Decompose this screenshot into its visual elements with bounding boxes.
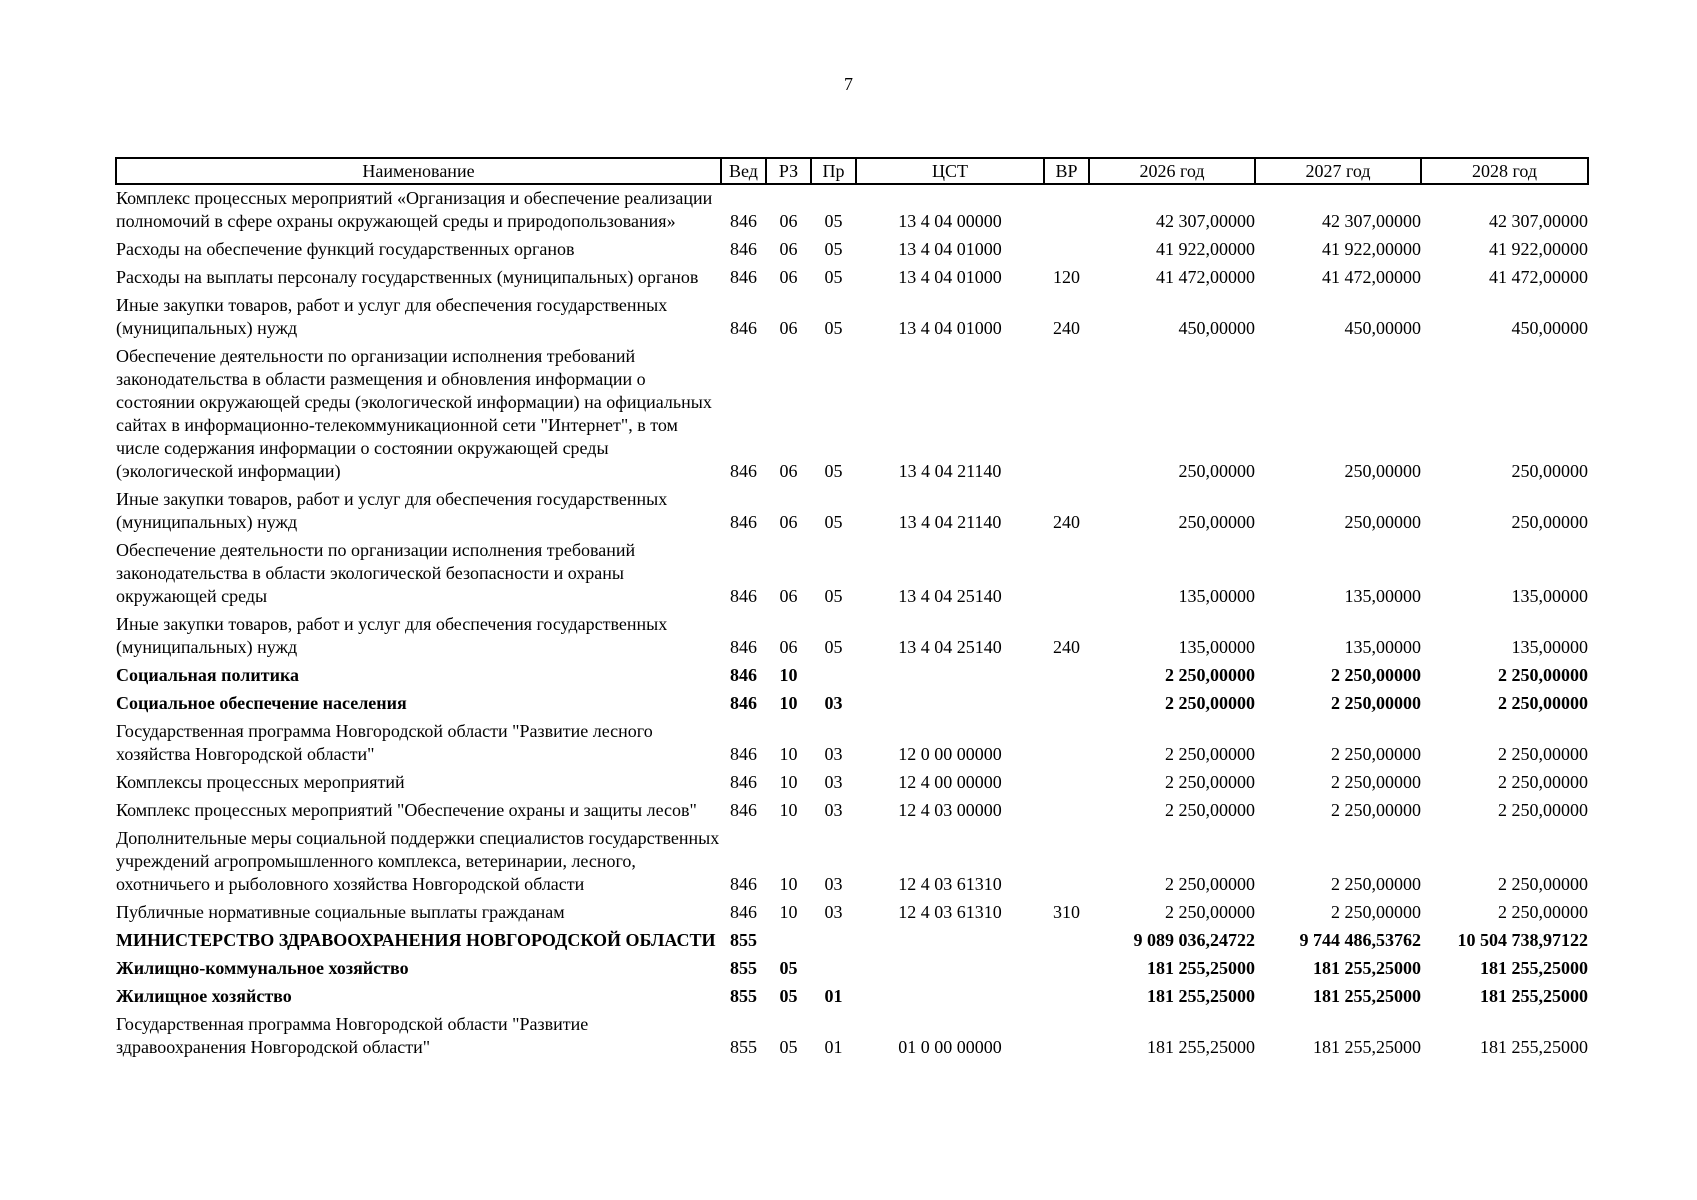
- cell-2027: 250,00000: [1344, 512, 1421, 532]
- table-row: [116, 718, 1588, 769]
- table-row: [116, 236, 1588, 264]
- cell-name: Обеспечение деятельности по организации исполнения требований законодательства в области экологической безопасности и охраны окружающей среды: [116, 540, 636, 606]
- cell-cst: 13 4 04 21140: [898, 512, 1002, 532]
- cell-cst: [856, 690, 1044, 718]
- table-row: [116, 537, 1588, 611]
- cell-2028: 2 250,00000: [1498, 902, 1588, 922]
- cell-2026: 2 250,00000: [1165, 800, 1255, 820]
- cell-cst: 12 4 03 61310: [898, 902, 1002, 922]
- cell-pr: 05: [824, 267, 843, 287]
- cell-2027: 2 250,00000: [1331, 874, 1421, 894]
- cell-2026: 181 255,25000: [1147, 1037, 1255, 1057]
- cell-2026: 2 250,00000: [1165, 665, 1255, 685]
- cell-ved: 855: [730, 1037, 757, 1057]
- cell-2026: 9 089 036,24722: [1133, 930, 1255, 950]
- cell-vr: 240: [1053, 318, 1080, 338]
- table-row: [116, 343, 1588, 486]
- cell-cst: 13 4 04 01000: [898, 239, 1002, 259]
- cell-2028: 2 250,00000: [1498, 772, 1588, 792]
- cell-pr: 03: [824, 902, 843, 922]
- cell-name: Государственная программа Новгородской области "Развитие лесного хозяйства Новгородской области": [116, 721, 653, 764]
- page-number: 7: [844, 74, 853, 94]
- table-row: [116, 184, 1588, 236]
- cell-cst: 12 4 00 00000: [898, 772, 1002, 792]
- cell-rz: 10: [779, 902, 798, 922]
- cell-vr: [1044, 184, 1089, 236]
- cell-pr: 03: [824, 800, 843, 820]
- cell-pr: 03: [824, 744, 843, 764]
- cell-ved: 846: [730, 239, 757, 259]
- cell-name: Комплекс процессных мероприятий «Организация и обеспечение реализации полномочий в сфере охраны окружающей среды и природопользования»: [116, 188, 713, 231]
- cell-name: Иные закупки товаров, работ и услуг для обеспечения государственных (муниципальных) нужд: [116, 614, 668, 657]
- cell-pr: [811, 927, 856, 955]
- cell-vr: [1044, 1011, 1089, 1062]
- table-row: [116, 611, 1588, 662]
- cell-rz: 10: [779, 665, 798, 685]
- cell-2027: 135,00000: [1344, 637, 1421, 657]
- cell-2028: 181 255,25000: [1480, 1037, 1588, 1057]
- cell-ved: 846: [730, 772, 757, 792]
- cell-cst: 13 4 04 25140: [898, 586, 1002, 606]
- cell-ved: 846: [730, 637, 757, 657]
- cell-cst: 13 4 04 00000: [898, 211, 1002, 231]
- cell-ved: 855: [730, 930, 757, 950]
- cell-2028: 42 307,00000: [1489, 211, 1588, 231]
- table-row: [116, 899, 1588, 927]
- table-row: [116, 292, 1588, 343]
- cell-2026: 250,00000: [1178, 512, 1255, 532]
- cell-name: Государственная программа Новгородской области "Развитие здравоохранения Новгородской области": [116, 1014, 589, 1057]
- cell-rz: 05: [779, 986, 798, 1006]
- cell-rz: 06: [779, 267, 798, 287]
- cell-vr: [1044, 537, 1089, 611]
- cell-name: Жилищное хозяйство: [116, 986, 292, 1006]
- cell-vr: 310: [1053, 902, 1080, 922]
- table-row: [116, 264, 1588, 292]
- cell-2027: 9 744 486,53762: [1299, 930, 1421, 950]
- cell-rz: 05: [779, 1037, 798, 1057]
- cell-rz: 06: [779, 211, 798, 231]
- cell-rz: 06: [779, 586, 798, 606]
- cell-pr: [811, 955, 856, 983]
- cell-name: Публичные нормативные социальные выплаты гражданам: [116, 902, 565, 922]
- cell-2026: 2 250,00000: [1165, 693, 1255, 713]
- cell-rz: [766, 927, 811, 955]
- cell-2028: 2 250,00000: [1498, 874, 1588, 894]
- cell-ved: 846: [730, 902, 757, 922]
- header-cst: ЦСТ: [856, 158, 1044, 184]
- cell-rz: 06: [779, 512, 798, 532]
- table-row: [116, 825, 1588, 899]
- cell-cst: 13 4 04 21140: [898, 461, 1002, 481]
- cell-pr: 05: [824, 211, 843, 231]
- table-row: [116, 690, 1588, 718]
- cell-2026: 42 307,00000: [1156, 211, 1255, 231]
- cell-cst: 12 4 03 61310: [898, 874, 1002, 894]
- cell-pr: 05: [824, 586, 843, 606]
- cell-pr: 05: [824, 637, 843, 657]
- header-2026: 2026 год: [1089, 158, 1255, 184]
- cell-ved: 846: [730, 693, 757, 713]
- cell-vr: 240: [1053, 637, 1080, 657]
- cell-ved: 846: [730, 586, 757, 606]
- cell-pr: 01: [824, 986, 843, 1006]
- cell-rz: 06: [779, 461, 798, 481]
- cell-ved: 846: [730, 318, 757, 338]
- cell-name: Иные закупки товаров, работ и услуг для обеспечения государственных (муниципальных) нужд: [116, 295, 668, 338]
- cell-rz: 10: [779, 772, 798, 792]
- cell-vr: 120: [1053, 267, 1080, 287]
- header-rz: РЗ: [766, 158, 811, 184]
- cell-vr: [1044, 797, 1089, 825]
- cell-ved: 846: [730, 874, 757, 894]
- cell-2028: 2 250,00000: [1498, 744, 1588, 764]
- cell-2027: 2 250,00000: [1331, 693, 1421, 713]
- header-2028: 2028 год: [1421, 158, 1588, 184]
- cell-pr: 03: [824, 874, 843, 894]
- cell-pr: 05: [824, 461, 843, 481]
- cell-2027: 2 250,00000: [1331, 800, 1421, 820]
- cell-cst: [856, 927, 1044, 955]
- cell-rz: 06: [779, 318, 798, 338]
- cell-ved: 846: [730, 665, 757, 685]
- cell-2026: 135,00000: [1178, 637, 1255, 657]
- table-row: [116, 927, 1588, 955]
- cell-2026: 135,00000: [1178, 586, 1255, 606]
- cell-vr: [1044, 236, 1089, 264]
- cell-2027: 181 255,25000: [1313, 986, 1421, 1006]
- cell-2027: 2 250,00000: [1331, 744, 1421, 764]
- cell-2028: 135,00000: [1511, 637, 1588, 657]
- table-row: [116, 983, 1588, 1011]
- table-row: [116, 486, 1588, 537]
- cell-2026: 41 922,00000: [1156, 239, 1255, 259]
- cell-cst: 13 4 04 01000: [898, 267, 1002, 287]
- cell-ved: 855: [730, 986, 757, 1006]
- cell-name: Расходы на обеспечение функций государственных органов: [116, 239, 575, 259]
- cell-2028: 181 255,25000: [1480, 986, 1588, 1006]
- cell-vr: [1044, 662, 1089, 690]
- cell-2028: 41 472,00000: [1489, 267, 1588, 287]
- cell-name: Иные закупки товаров, работ и услуг для обеспечения государственных (муниципальных) нужд: [116, 489, 668, 532]
- table-body: [116, 184, 1588, 1062]
- cell-ved: 855: [730, 958, 757, 978]
- cell-rz: 10: [779, 744, 798, 764]
- cell-pr: 05: [824, 239, 843, 259]
- cell-2027: 41 472,00000: [1322, 267, 1421, 287]
- cell-2026: 450,00000: [1178, 318, 1255, 338]
- cell-2026: 2 250,00000: [1165, 744, 1255, 764]
- table-row: [116, 1011, 1588, 1062]
- cell-vr: [1044, 718, 1089, 769]
- cell-2026: 181 255,25000: [1147, 958, 1255, 978]
- cell-name: Комплексы процессных мероприятий: [116, 772, 405, 792]
- cell-2028: 2 250,00000: [1498, 800, 1588, 820]
- cell-vr: [1044, 343, 1089, 486]
- cell-ved: 846: [730, 512, 757, 532]
- table-row: [116, 955, 1588, 983]
- cell-name: МИНИСТЕРСТВО ЗДРАВООХРАНЕНИЯ НОВГОРОДСКОЙ ОБЛАСТИ: [116, 930, 716, 950]
- cell-name: Обеспечение деятельности по организации исполнения требований законодательства в области размещения и обновления информации о состоянии окружающей среды (экологической информации) на официальных сайтах в информационно-телекоммуникационной сети "Интернет", в том числе содержания информации о состоянии окружающей среды (экологической информации): [116, 346, 712, 481]
- cell-ved: 846: [730, 744, 757, 764]
- cell-pr: [811, 662, 856, 690]
- cell-2027: 41 922,00000: [1322, 239, 1421, 259]
- cell-2026: 250,00000: [1178, 461, 1255, 481]
- cell-2028: 135,00000: [1511, 586, 1588, 606]
- cell-cst: 12 0 00 00000: [898, 744, 1002, 764]
- cell-vr: [1044, 955, 1089, 983]
- table-row: [116, 662, 1588, 690]
- cell-2027: 181 255,25000: [1313, 958, 1421, 978]
- cell-rz: 10: [779, 800, 798, 820]
- cell-rz: 05: [779, 958, 798, 978]
- cell-2027: 2 250,00000: [1331, 772, 1421, 792]
- cell-2026: 2 250,00000: [1165, 772, 1255, 792]
- cell-2026: 2 250,00000: [1165, 902, 1255, 922]
- cell-rz: 10: [779, 874, 798, 894]
- cell-2028: 250,00000: [1511, 512, 1588, 532]
- cell-pr: 05: [824, 318, 843, 338]
- cell-vr: [1044, 927, 1089, 955]
- cell-cst: 13 4 04 01000: [898, 318, 1002, 338]
- cell-pr: 05: [824, 512, 843, 532]
- cell-ved: 846: [730, 267, 757, 287]
- cell-rz: 10: [779, 693, 798, 713]
- cell-name: Социальное обеспечение населения: [116, 693, 407, 713]
- cell-2028: 10 504 738,97122: [1457, 930, 1588, 950]
- header-pr: Пр: [811, 158, 856, 184]
- cell-vr: [1044, 983, 1089, 1011]
- cell-vr: [1044, 690, 1089, 718]
- cell-2027: 2 250,00000: [1331, 902, 1421, 922]
- cell-2026: 181 255,25000: [1147, 986, 1255, 1006]
- table-row: [116, 769, 1588, 797]
- cell-2028: 2 250,00000: [1498, 665, 1588, 685]
- table-row: [116, 797, 1588, 825]
- cell-ved: 846: [730, 211, 757, 231]
- cell-2028: 2 250,00000: [1498, 693, 1588, 713]
- cell-rz: 06: [779, 239, 798, 259]
- cell-2027: 450,00000: [1344, 318, 1421, 338]
- cell-cst: [856, 955, 1044, 983]
- cell-pr: 03: [824, 772, 843, 792]
- cell-2027: 135,00000: [1344, 586, 1421, 606]
- cell-vr: 240: [1053, 512, 1080, 532]
- cell-2027: 2 250,00000: [1331, 665, 1421, 685]
- budget-table: [115, 157, 1589, 1062]
- cell-ved: 846: [730, 461, 757, 481]
- header-2027: 2027 год: [1255, 158, 1421, 184]
- cell-pr: 03: [824, 693, 843, 713]
- cell-name: Социальная политика: [116, 665, 300, 685]
- cell-2027: 42 307,00000: [1322, 211, 1421, 231]
- cell-cst: [856, 662, 1044, 690]
- header-name: Наименование: [116, 158, 721, 184]
- cell-2028: 250,00000: [1511, 461, 1588, 481]
- cell-2026: 2 250,00000: [1165, 874, 1255, 894]
- table-header-row: [116, 158, 1588, 184]
- cell-vr: [1044, 769, 1089, 797]
- cell-2028: 181 255,25000: [1480, 958, 1588, 978]
- cell-pr: 01: [824, 1037, 843, 1057]
- cell-2028: 450,00000: [1511, 318, 1588, 338]
- cell-2026: 41 472,00000: [1156, 267, 1255, 287]
- cell-cst: 13 4 04 25140: [898, 637, 1002, 657]
- cell-cst: 01 0 00 00000: [898, 1037, 1002, 1057]
- cell-vr: [1044, 825, 1089, 899]
- cell-cst: 12 4 03 00000: [898, 800, 1002, 820]
- cell-name: Дополнительные меры социальной поддержки специалистов государственных учреждений агропромышленного комплекса, ветеринарии, лесного, охотничьего и рыболовного хозяйства Новгородской области: [116, 828, 720, 894]
- header-vr: ВР: [1044, 158, 1089, 184]
- cell-2027: 250,00000: [1344, 461, 1421, 481]
- cell-cst: [856, 983, 1044, 1011]
- header-ved: Вед: [721, 158, 766, 184]
- cell-ved: 846: [730, 800, 757, 820]
- cell-name: Жилищно-коммунальное хозяйство: [116, 958, 409, 978]
- cell-2027: 181 255,25000: [1313, 1037, 1421, 1057]
- cell-2028: 41 922,00000: [1489, 239, 1588, 259]
- cell-name: Расходы на выплаты персоналу государственных (муниципальных) органов: [116, 267, 699, 287]
- cell-rz: 06: [779, 637, 798, 657]
- cell-name: Комплекс процессных мероприятий "Обеспечение охраны и защиты лесов": [116, 800, 697, 820]
